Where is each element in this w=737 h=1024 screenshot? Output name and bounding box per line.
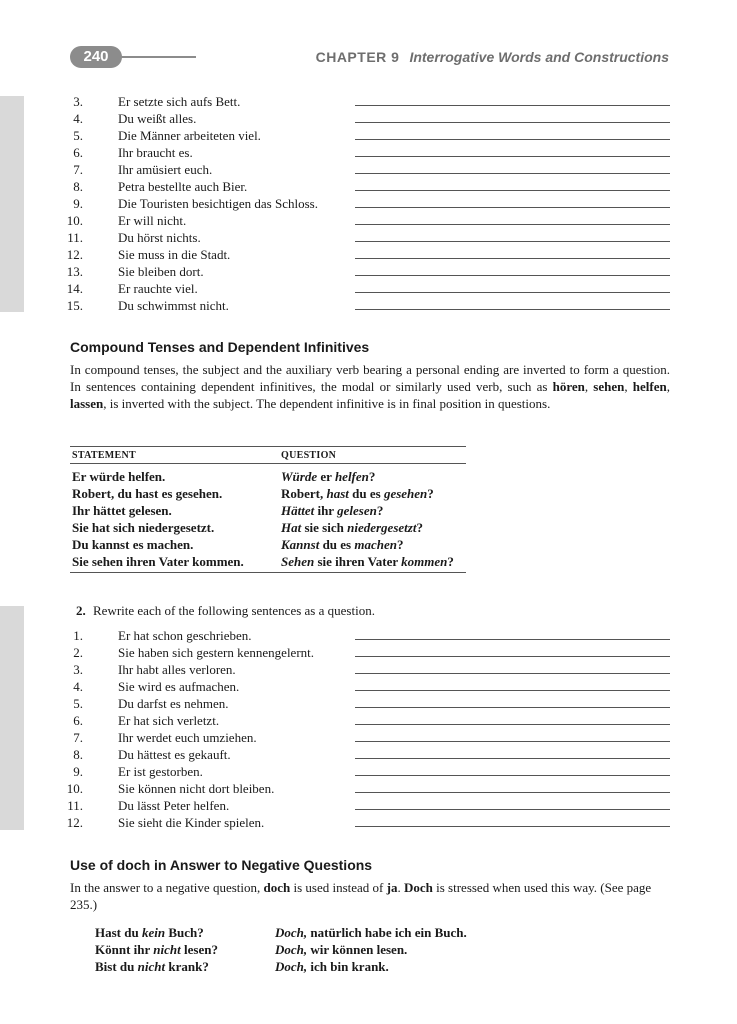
item-number: 4. (73, 679, 83, 694)
item-number: 12. (66, 815, 83, 830)
para-text: , (584, 379, 594, 394)
margin-tab-lower (0, 606, 24, 830)
item-sentence: Er hat sich verletzt. (118, 713, 220, 728)
para-text: is used instead of (290, 880, 387, 895)
keyword: ja (386, 880, 398, 895)
exercise2-item (66, 780, 670, 797)
item-sentence: Petra bestellte auch Bier. (118, 179, 248, 194)
italic-segment: Doch, (275, 942, 308, 957)
item-number: 1. (73, 628, 83, 643)
answer-line[interactable] (355, 809, 670, 810)
text-segment: ich bin krank. (307, 959, 389, 974)
text-segment: krank? (165, 959, 209, 974)
text-segment: sie ihren Vater (314, 554, 402, 569)
exercise1-list (66, 93, 670, 314)
doch-answer (275, 941, 467, 958)
italic-segment: Hat (281, 520, 302, 535)
answer-line[interactable] (355, 309, 670, 310)
exercise2-item (70, 763, 670, 780)
text-segment: du es (348, 486, 384, 501)
example-row (95, 924, 467, 941)
exercise1-item (70, 161, 670, 178)
exercise1-item (70, 93, 670, 110)
item-sentence: Er setzte sich aufs Bett. (118, 94, 241, 109)
text-segment: lesen? (180, 942, 218, 957)
item-sentence: Er rauchte viel. (118, 281, 198, 296)
section-heading-doch: Use of doch in Answer to Negative Questions (70, 857, 373, 873)
para-text: In the answer to a negative question, (70, 880, 264, 895)
italic-segment: kein (141, 925, 166, 940)
text-segment: er (317, 469, 335, 484)
para-text: . (397, 880, 404, 895)
item-sentence: Er hat schon geschrieben. (118, 628, 252, 643)
text-segment: Buch? (165, 925, 204, 940)
margin-tab-upper (0, 96, 24, 312)
exercise1-item (70, 110, 670, 127)
item-number: 6. (73, 145, 83, 160)
item-sentence: Sie sieht die Kinder spielen. (118, 815, 265, 830)
exercise2-item (70, 661, 670, 678)
exercise1-item (70, 127, 670, 144)
answer-line[interactable] (355, 673, 670, 674)
example-row (95, 941, 467, 958)
answer-line[interactable] (355, 292, 670, 293)
statement-cell: Sie sehen ihren Vater kommen. (70, 553, 279, 573)
item-number: 7. (73, 730, 83, 745)
item-sentence: Ihr werdet euch umziehen. (118, 730, 257, 745)
answer-line[interactable] (355, 190, 670, 191)
text-segment: Hast du (95, 925, 142, 940)
italic-segment: Doch, (275, 925, 308, 940)
doch-answer (275, 924, 467, 941)
chapter-label: CHAPTER 9 (315, 49, 400, 65)
answer-line[interactable] (355, 224, 670, 225)
keyword: Doch (403, 880, 433, 895)
instruction-text: Rewrite each of the following sentences as a question. (93, 603, 375, 618)
text-segment: ? (368, 469, 376, 484)
item-number: 13. (66, 264, 83, 279)
question-cell (279, 519, 466, 536)
italic-segment: machen (354, 537, 397, 552)
item-number: 6. (73, 713, 83, 728)
exercise2-list (66, 627, 670, 831)
italic-segment: helfen (334, 469, 369, 484)
answer-line[interactable] (355, 792, 670, 793)
exercise2-item (70, 729, 670, 746)
keyword: hören (552, 379, 585, 394)
exercise1-item (66, 280, 670, 297)
answer-line[interactable] (355, 139, 670, 140)
para-text: , (666, 379, 670, 394)
example-row (95, 958, 467, 975)
answer-line[interactable] (355, 639, 670, 640)
italic-segment: nicht (137, 959, 166, 974)
item-sentence: Die Touristen besichtigen das Schloss. (118, 196, 318, 211)
item-number: 10. (66, 213, 83, 228)
statement-cell: Er würde helfen. (72, 469, 166, 484)
answer-line[interactable] (355, 826, 670, 827)
answer-line[interactable] (355, 758, 670, 759)
text-segment: ? (416, 520, 423, 535)
exercise1-item (66, 246, 670, 263)
table-row (70, 536, 466, 553)
text-segment: Könnt ihr (95, 942, 154, 957)
question-cell (279, 485, 466, 502)
table-row (70, 485, 466, 502)
statement-cell: Du kannst es machen. (72, 537, 194, 552)
italic-segment: kommen (401, 554, 448, 569)
question-cell (279, 536, 466, 553)
item-sentence: Du darfst es nehmen. (118, 696, 229, 711)
answer-line[interactable] (355, 690, 670, 691)
exercise2-item (70, 627, 670, 644)
item-sentence: Ihr amüsiert euch. (118, 162, 213, 177)
item-sentence: Sie haben sich gestern kennengelernt. (118, 645, 315, 660)
keyword: sehen (593, 379, 625, 394)
italic-segment: hast (326, 486, 349, 501)
item-number: 5. (73, 696, 83, 711)
keyword: doch (263, 880, 291, 895)
item-sentence: Du weißt alles. (118, 111, 197, 126)
exercise2-item (70, 695, 670, 712)
para-text: is stressed when used this way. (See page 235.) (70, 880, 652, 912)
page-number-badge: 240 (70, 46, 122, 68)
answer-line[interactable] (355, 105, 670, 106)
item-number: 11. (67, 798, 83, 813)
exercise2-item (70, 678, 670, 695)
item-sentence: Ihr habt alles verloren. (118, 662, 236, 677)
text-segment: ? (396, 537, 404, 552)
item-sentence: Du hättest es gekauft. (118, 747, 231, 762)
column-header-statement: STATEMENT (70, 447, 279, 464)
para-text: , is inverted with the subject. The dependent infinitive is in final position in questions. (103, 396, 551, 411)
item-number: 4. (73, 111, 83, 126)
italic-segment: Doch, (275, 959, 308, 974)
answer-line[interactable] (355, 122, 670, 123)
para-text: , (624, 379, 633, 394)
item-sentence: Du schwimmst nicht. (118, 298, 229, 313)
item-number: 9. (73, 196, 83, 211)
chapter-title: Interrogative Words and Constructions (409, 49, 669, 65)
text-segment: ? (427, 486, 434, 501)
answer-line[interactable] (355, 156, 670, 157)
exercise1-item (66, 212, 670, 229)
item-number: 9. (73, 764, 83, 779)
para-text: In compound tenses, the subject and the auxiliary verb bearing a personal ending are inverted to form a question. In sentences containing dependent infinitives, the modal or similarly used verb, such as (70, 362, 670, 394)
answer-line[interactable] (355, 275, 670, 276)
text-segment: ? (447, 554, 454, 569)
question-cell (279, 502, 466, 519)
italic-segment: Sehen (281, 554, 315, 569)
section-heading-compound-tenses: Compound Tenses and Dependent Infinitives (70, 339, 370, 355)
table-row (70, 502, 466, 519)
item-number: 3. (73, 94, 83, 109)
exercise2-item (70, 712, 670, 729)
statement-cell: Ihr hättet gelesen. (72, 503, 172, 518)
item-number: 3. (73, 662, 83, 677)
text-segment: Bist du (95, 959, 138, 974)
item-sentence: Ihr braucht es. (118, 145, 193, 160)
table-row (70, 553, 466, 573)
italic-segment: nicht (153, 942, 181, 957)
table-row (70, 519, 466, 536)
statement-question-table (70, 446, 466, 573)
text-segment: natürlich habe ich ein Buch. (307, 925, 467, 940)
answer-line[interactable] (355, 258, 670, 259)
doch-examples (95, 924, 467, 975)
italic-segment: Kannst (281, 537, 320, 552)
item-sentence: Die Männer arbeiteten viel. (118, 128, 261, 143)
statement-cell: Robert, du hast es gesehen. (72, 486, 223, 501)
answer-line[interactable] (355, 207, 670, 208)
exercise-number: 2. (76, 603, 86, 618)
item-sentence: Sie wird es aufmachen. (118, 679, 240, 694)
exercise2-item (67, 797, 670, 814)
exercise2-item (70, 746, 670, 763)
text-segment: sie sich (301, 520, 348, 535)
question-cell (279, 553, 466, 573)
answer-line[interactable] (355, 707, 670, 708)
keyword: lassen (70, 396, 104, 411)
item-number: 2. (73, 645, 83, 660)
text-segment: du es (319, 537, 355, 552)
item-number: 10. (66, 781, 83, 796)
item-sentence: Du hörst nichts. (118, 230, 201, 245)
table-row (70, 464, 466, 486)
section-paragraph (70, 879, 670, 913)
exercise2-item (70, 644, 670, 661)
item-sentence: Er ist gestorben. (118, 764, 203, 779)
header-rule (120, 56, 196, 58)
question-cell (279, 464, 466, 486)
column-header-question: QUESTION (279, 447, 466, 464)
negative-question (95, 941, 275, 958)
negative-question (95, 958, 275, 975)
item-number: 8. (73, 179, 83, 194)
exercise2-instruction (76, 602, 375, 619)
exercise1-item (66, 263, 670, 280)
item-number: 7. (73, 162, 83, 177)
item-number: 12. (66, 247, 83, 262)
answer-line[interactable] (355, 775, 670, 776)
italic-segment: gesehen (383, 486, 428, 501)
text-segment: ? (376, 503, 384, 518)
item-number: 15. (66, 298, 83, 313)
table-header-row (70, 447, 466, 464)
keyword: helfen (632, 379, 667, 394)
text-segment: Robert, (281, 486, 327, 501)
item-sentence: Du lässt Peter helfen. (118, 798, 230, 813)
negative-question (95, 924, 275, 941)
item-sentence: Sie können nicht dort bleiben. (118, 781, 275, 796)
section-paragraph (70, 361, 670, 412)
statement-cell: Sie hat sich niedergesetzt. (72, 520, 215, 535)
text-segment: wir können lesen. (307, 942, 408, 957)
exercise1-item (66, 297, 670, 314)
item-sentence: Er will nicht. (118, 213, 187, 228)
doch-answer (275, 958, 467, 975)
answer-line[interactable] (355, 741, 670, 742)
answer-line[interactable] (355, 724, 670, 725)
answer-line[interactable] (355, 656, 670, 657)
item-number: 8. (73, 747, 83, 762)
answer-line[interactable] (355, 241, 670, 242)
item-number: 5. (73, 128, 83, 143)
answer-line[interactable] (355, 173, 670, 174)
item-number: 11. (67, 230, 83, 245)
exercise1-item (70, 144, 670, 161)
item-number: 14. (66, 281, 83, 296)
italic-segment: niedergesetzt (347, 520, 417, 535)
exercise1-item (70, 195, 670, 212)
italic-segment: Hättet (281, 503, 315, 518)
exercise2-item (66, 814, 670, 831)
chapter-heading (316, 46, 669, 68)
exercise1-item (70, 178, 670, 195)
italic-segment: gelesen (337, 503, 377, 518)
exercise1-item (67, 229, 670, 246)
item-sentence: Sie muss in die Stadt. (118, 247, 231, 262)
item-sentence: Sie bleiben dort. (118, 264, 204, 279)
italic-segment: Würde (281, 469, 318, 484)
text-segment: ihr (314, 503, 338, 518)
